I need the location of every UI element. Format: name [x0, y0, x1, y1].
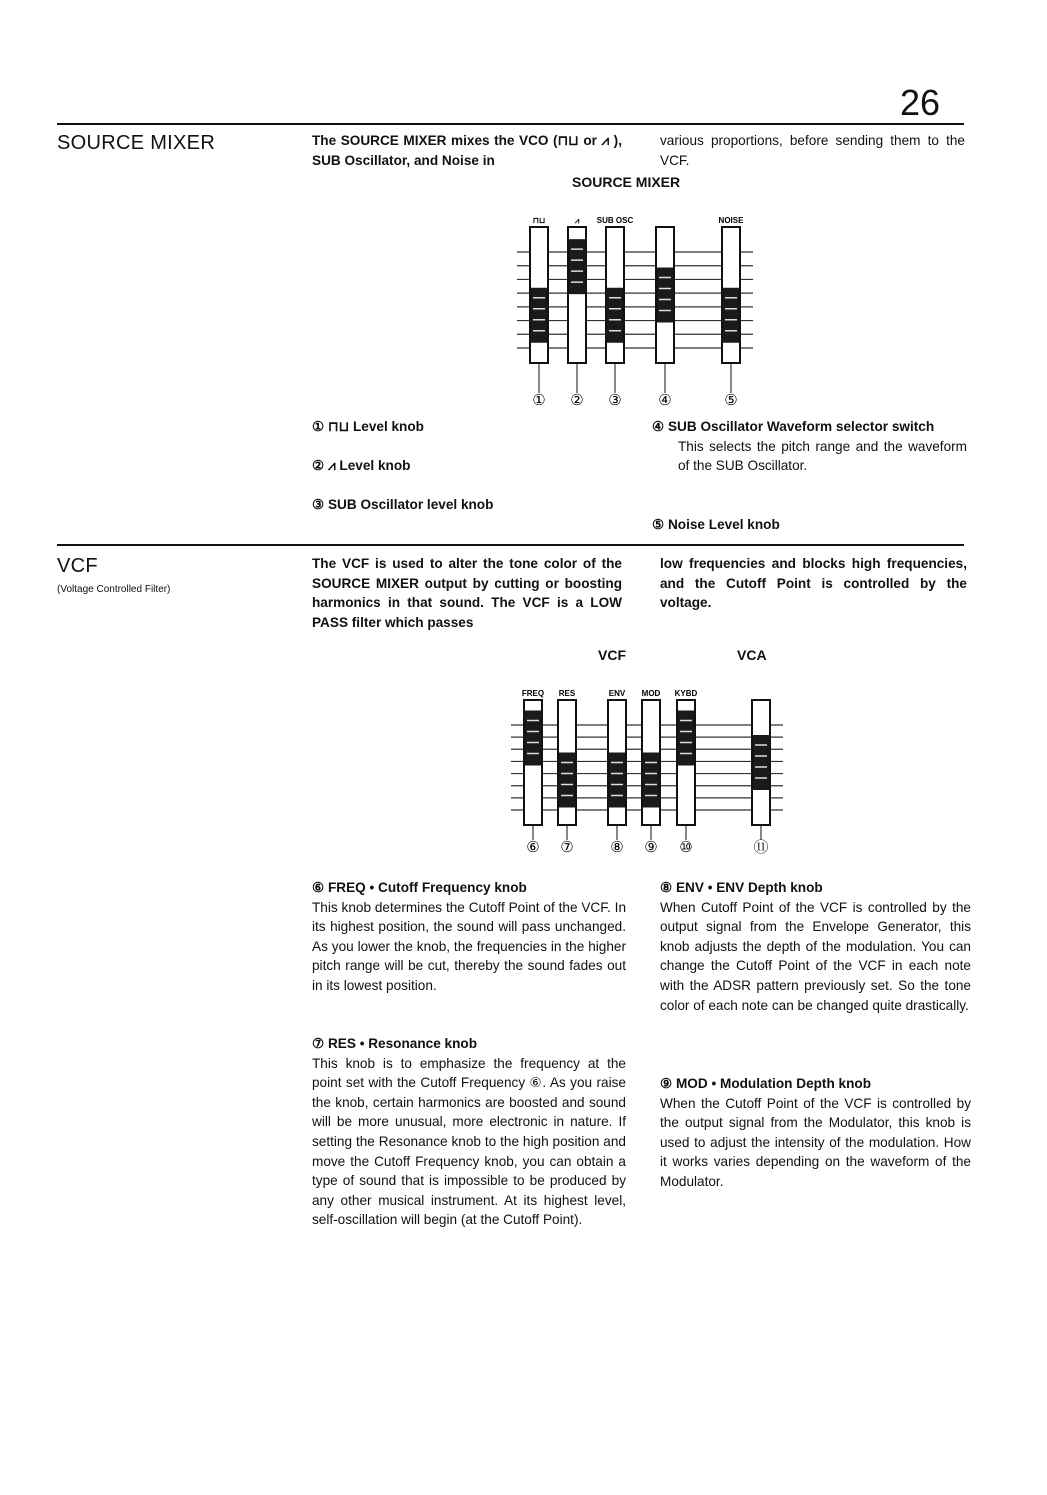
- item-label: SUB Oscillator Waveform selector switch: [667, 419, 935, 434]
- section-heading-source-mixer: SOURCE MIXER: [57, 132, 216, 154]
- item-description: This knob is to emphasize the frequency at the point set with the Cutoff Frequency ⑥. As you raise the knob, certain harmonics are boosted and sound will be more unusual, more electronic in nature. If setting the Resonance knob to the high position and move the Cutoff Frequency knob, you can obtain a type of sound that is impossible to be produced by any other musical instrument. At its highest level, self-oscillation will begin (at the Cutoff Point).: [312, 1055, 626, 1228]
- item-number: ④: [652, 419, 665, 434]
- slider-knob: [723, 288, 739, 343]
- item-description: When Cutoff Point of the VCF is controlled by the output signal from the Envelope Generator, this knob adjusts the depth of the modulation. You can change the Cutoff Point of the VCF in each note with the ADSR pattern previously set. So the tone color of each note can be changed quite drastically.: [660, 899, 971, 1013]
- slider-label: ⊓⊔: [532, 216, 546, 225]
- vcf-diagram-title: VCF: [598, 647, 626, 663]
- slider-number: ④: [658, 392, 672, 409]
- slider-label: NOISE: [718, 216, 744, 225]
- slider-knob: [657, 268, 673, 323]
- source-mixer-diagram-title: SOURCE MIXER: [572, 174, 681, 190]
- item-3: [312, 495, 493, 515]
- slider-number: ⑦: [560, 839, 574, 856]
- slider-number: ③: [608, 392, 622, 409]
- section-rule: [57, 544, 964, 546]
- item-label: ENV • ENV Depth knob: [675, 880, 823, 895]
- item-label: ⩘ Level knob: [327, 458, 411, 473]
- slider-label: SUB OSC: [596, 216, 634, 225]
- slider-knob: [531, 288, 547, 343]
- source-mixer-diagram: [490, 205, 780, 415]
- slider-knob: [607, 288, 623, 343]
- slider-number: ⑩: [679, 839, 693, 856]
- item-label: SUB Oscillator level knob: [327, 497, 494, 512]
- slider-label: RES: [558, 689, 576, 698]
- slider-knob: [643, 753, 659, 808]
- item-description: When the Cutoff Point of the VCF is controlled by the output signal from the Modulator, this knob is used to adjust the intensity of the modulation. How it works varies depending on the waveform of the Modulator.: [660, 1095, 971, 1189]
- vcf-intro-col1: The VCF is used to alter the tone color of the SOURCE MIXER output by cutting or boosting harmonics in that sound. The VCF is a LOW PASS filter which passes: [312, 556, 622, 630]
- item-2: [312, 456, 410, 476]
- slider-label: MOD: [641, 689, 661, 698]
- slider-knob: [559, 753, 575, 808]
- slider-knob: [525, 711, 541, 766]
- slider-number: ⑤: [724, 392, 738, 409]
- section-heading-vcf: VCF: [57, 555, 98, 577]
- header-rule: [57, 123, 964, 125]
- item-7: [312, 1034, 626, 1230]
- item-label: FREQ • Cutoff Frequency knob: [327, 880, 527, 895]
- item-6: [312, 878, 626, 996]
- slider-number: ①: [532, 392, 546, 409]
- item-number: ⑦: [312, 1036, 325, 1051]
- item-1: [312, 417, 424, 437]
- slider-number: ⑪: [753, 839, 769, 856]
- item-number: ②: [312, 458, 325, 473]
- item-8: [660, 878, 971, 1015]
- slider-label: ENV: [608, 689, 626, 698]
- slider-number: ⑧: [610, 839, 624, 856]
- slider-label: ⩘: [574, 216, 580, 225]
- slider-label: FREQ: [521, 689, 545, 698]
- item-4: [652, 417, 967, 476]
- slider-number: ⑥: [526, 839, 540, 856]
- vcf-diagram: [500, 680, 790, 860]
- slider-number: ⑨: [644, 839, 658, 856]
- item-label: RES • Resonance knob: [327, 1036, 478, 1051]
- slider-knob: [678, 711, 694, 766]
- slider-knob: [753, 735, 769, 790]
- slider-knob: [569, 239, 585, 294]
- slider-label: KYBD: [674, 689, 698, 698]
- vca-diagram-title: VCA: [737, 647, 767, 663]
- item-number: ①: [312, 419, 325, 434]
- slider-number: ②: [570, 392, 584, 409]
- item-number: ③: [312, 497, 325, 512]
- item-description: This selects the pitch range and the waveform of the SUB Oscillator.: [678, 438, 967, 474]
- item-number: ⑤: [652, 517, 665, 532]
- source-mixer-intro-col2: various proportions, before sending them to the VCF.: [660, 133, 965, 168]
- item-description: This knob determines the Cutoff Point of the VCF. In its highest position, the sound will pass unchanged. As you lower the knob, the frequencies in the higher pitch range will be cut, thereby the sound fades out in its lowest position.: [312, 899, 626, 993]
- item-number: ⑥: [312, 880, 325, 895]
- source-mixer-intro-col1: The SOURCE MIXER mixes the VCO (⊓⊔ or ⩘ ), SUB Oscillator, and Noise in: [312, 133, 622, 168]
- section-subheading-vcf: (Voltage Controlled Filter): [57, 584, 171, 595]
- item-label: MOD • Modulation Depth knob: [675, 1076, 872, 1091]
- vcf-intro-col2: low frequencies and blocks high frequencies, and the Cutoff Point is controlled by the voltage.: [660, 556, 967, 611]
- item-number: ⑨: [660, 1076, 673, 1091]
- item-label: Noise Level knob: [667, 517, 780, 532]
- page-number: 26: [900, 82, 941, 123]
- item-5: [652, 515, 780, 535]
- item-number: ⑧: [660, 880, 673, 895]
- item-9: [660, 1074, 971, 1192]
- item-label: ⊓⊔ Level knob: [327, 419, 424, 434]
- slider-knob: [609, 753, 625, 808]
